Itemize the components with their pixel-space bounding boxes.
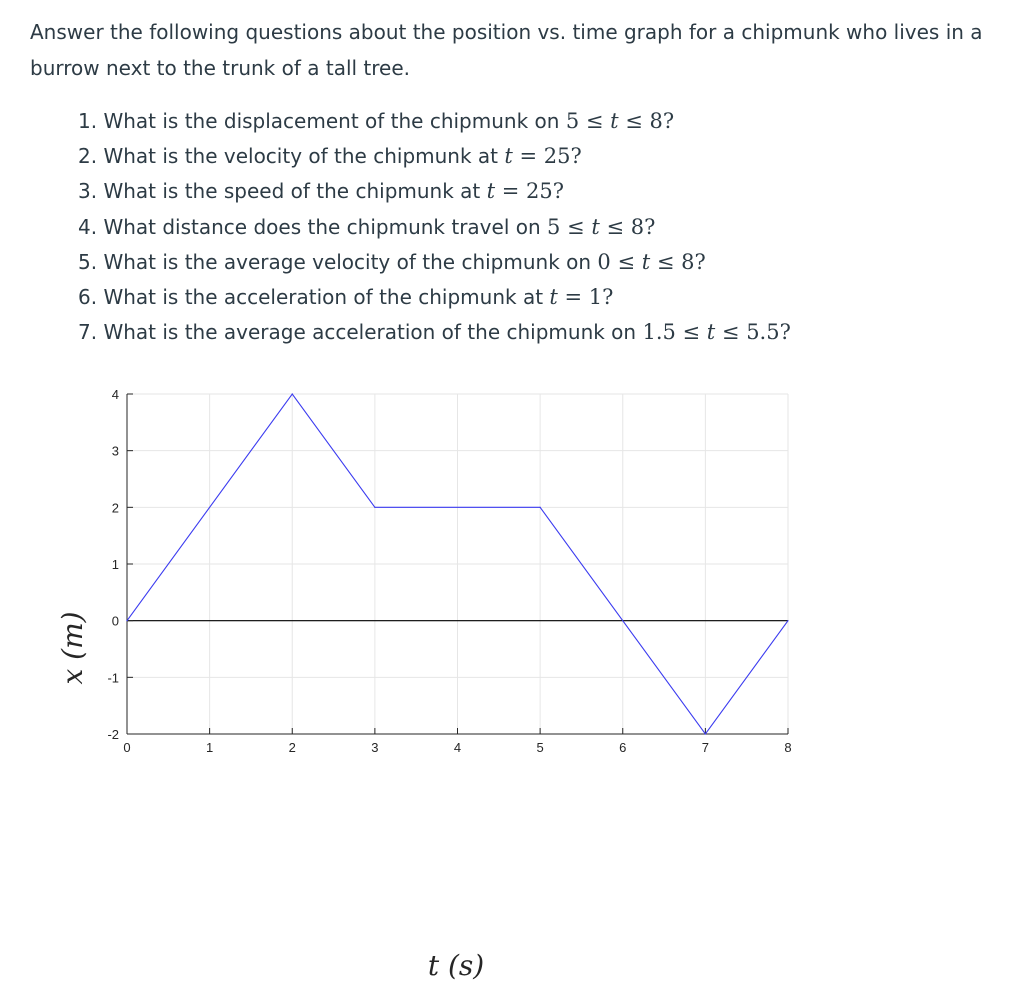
y-tick-label: -2: [107, 727, 119, 742]
math-suffix: ≤ 8?: [599, 214, 656, 239]
intro-text: Answer the following questions about the position vs. time graph for a chipmunk who lives in a burrow next to the trunk of a tall tree.: [30, 20, 983, 80]
question-text: What is the displacement of the chipmunk on: [103, 109, 560, 133]
x-tick-label: 2: [288, 740, 296, 755]
question-number: 7.: [78, 320, 98, 345]
question-number: 2.: [78, 144, 98, 169]
data-point: [292, 393, 293, 394]
math-variable: t: [610, 109, 619, 133]
question-item: [78, 104, 791, 139]
question-item: [78, 280, 791, 315]
question-text: What is the average acceleration of the chipmunk on: [103, 320, 637, 345]
y-tick-label: 1: [111, 557, 119, 572]
math-suffix: ≤ 8?: [618, 109, 675, 133]
position-time-chart: [0, 360, 1024, 996]
math-prefix: 1.5 ≤: [642, 320, 707, 345]
y-tick-label: 3: [111, 443, 119, 459]
y-tick-label: 4: [111, 387, 119, 402]
question-math: [504, 144, 581, 168]
math-suffix: = 25?: [512, 144, 582, 169]
chart-grid: [127, 394, 788, 734]
math-prefix: 5 ≤: [565, 109, 611, 133]
question-number: 5.: [78, 249, 98, 274]
question-number: 1.: [78, 109, 98, 133]
question-item: [78, 174, 791, 209]
math-variable: t: [591, 214, 600, 239]
x-tick-label: 7: [701, 740, 709, 755]
question-item: [78, 245, 791, 280]
y-axis-title: x (m): [56, 611, 89, 685]
math-prefix: 0 ≤: [597, 249, 642, 274]
data-point: [787, 620, 788, 621]
question-math: [487, 179, 564, 203]
x-tick-label: 6: [619, 740, 627, 755]
math-variable: t: [549, 284, 558, 309]
question-text: What is the velocity of the chipmunk at: [103, 144, 499, 169]
question-number: 6.: [78, 284, 98, 309]
math-variable: t: [504, 144, 513, 169]
math-variable: t: [706, 320, 716, 345]
question-math: [547, 215, 655, 239]
math-prefix: 5 ≤: [547, 214, 592, 239]
x-tick-label: 8: [784, 740, 792, 755]
y-tick-label: -1: [107, 670, 119, 686]
x-tick-label: 0: [123, 740, 131, 755]
x-tick-label: 5: [536, 740, 544, 755]
question-text: What distance does the chipmunk travel on: [103, 214, 541, 239]
question-math: [549, 285, 613, 309]
data-point: [540, 507, 541, 508]
math-suffix: = 25?: [495, 179, 565, 204]
question-list: [78, 104, 791, 350]
x-tick-label: 3: [371, 740, 379, 755]
x-axis-title: t (s): [427, 949, 485, 982]
question-text: What is the acceleration of the chipmunk at: [103, 284, 544, 309]
math-suffix: ≤ 8?: [650, 249, 706, 274]
math-variable: t: [641, 249, 651, 274]
question-number: 3.: [78, 179, 98, 204]
question-math: [597, 250, 705, 274]
x-tick-label: 1: [206, 740, 214, 755]
x-tick-label: 4: [453, 740, 462, 755]
math-suffix: ≤ 5.5?: [715, 320, 791, 345]
question-text: What is the average velocity of the chipmunk on: [103, 249, 592, 274]
data-point: [705, 733, 706, 734]
question-item: [78, 315, 791, 350]
question-math: [566, 109, 674, 133]
question-item: [78, 210, 791, 245]
math-variable: t: [486, 179, 496, 204]
question-math: [642, 320, 790, 344]
y-tick-label: 0: [111, 613, 119, 629]
y-tick-label: 2: [111, 500, 119, 516]
question-text: What is the speed of the chipmunk at: [103, 179, 481, 204]
data-point: [374, 507, 375, 508]
question-item: [78, 139, 791, 174]
math-suffix: = 1?: [557, 284, 614, 309]
data-point: [126, 620, 127, 621]
question-number: 4.: [78, 214, 98, 239]
